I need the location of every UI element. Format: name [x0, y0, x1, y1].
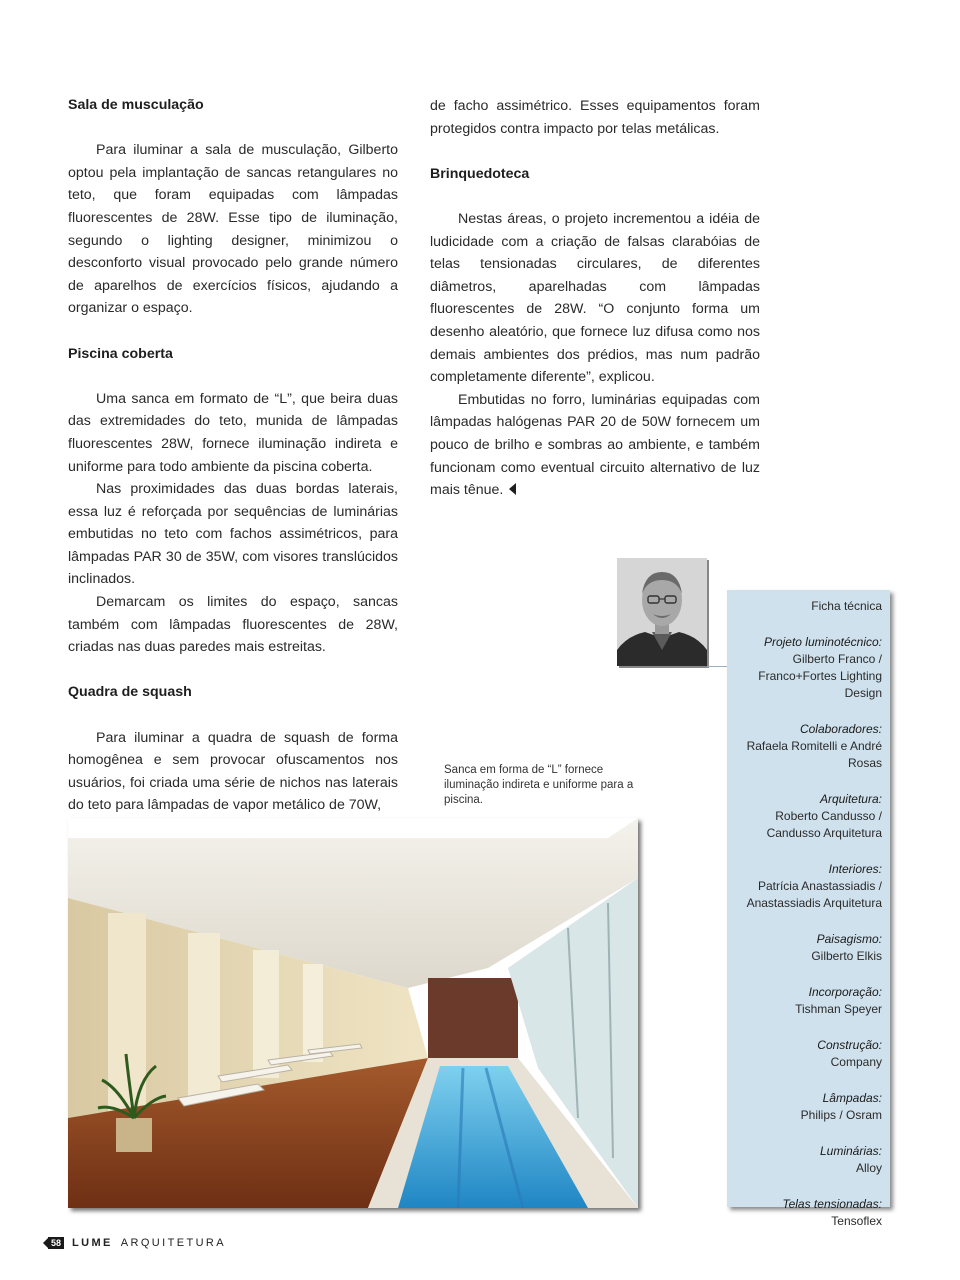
credit-value: Patrícia Anastassiadis / Anastassiadis Arquitetura	[746, 879, 882, 910]
credit-label: Interiores:	[828, 862, 882, 876]
credit-label: Incorporação:	[808, 985, 882, 999]
credit-label: Lâmpadas:	[822, 1091, 882, 1105]
credit-value: Roberto Candusso / Candusso Arquitetura	[766, 809, 882, 840]
credit-label: Luminárias:	[819, 1144, 882, 1158]
credit-entry	[727, 931, 882, 965]
credit-label: Paisagismo:	[816, 932, 882, 946]
paragraph-continuation: de facho assimétrico. Esses equipamentos foram protegidos contra impacto por telas metálicas.	[430, 98, 760, 137]
section-heading-brinquedoteca: Brinquedoteca	[430, 165, 530, 182]
right-column	[430, 95, 760, 502]
credit-label: Arquitetura:	[819, 792, 882, 806]
credit-entry	[727, 984, 882, 1018]
page-number: 58	[48, 1237, 64, 1249]
credit-entry	[727, 1037, 882, 1071]
credit-value: Philips / Osram	[800, 1108, 882, 1122]
section-heading-squash: Quadra de squash	[68, 684, 192, 701]
credit-value: Gilberto Elkis	[811, 949, 882, 963]
pool-photo	[68, 818, 638, 1208]
magazine-brand-sub: ARQUITETURA	[120, 1237, 227, 1249]
credit-label: Colaboradores:	[799, 722, 882, 736]
credit-value: Rafaela Romitelli e André Rosas	[746, 739, 882, 770]
left-column	[68, 94, 398, 817]
credit-label: Construção:	[817, 1038, 882, 1052]
credit-value: Gilberto Franco / Franco+Fortes Lighting Design	[758, 652, 882, 700]
magazine-brand: LUME	[72, 1237, 113, 1249]
paragraph-brinquedoteca-2-text: Embutidas no forro, luminárias equipadas com lâmpadas halógenas PAR 20 de 50W fornecem um pouco de brilho e sombras ao ambiente, e também funcionam como eventual circuito alternativo de luz mais tênue.	[430, 391, 760, 499]
paragraph-brinquedoteca-2	[430, 389, 760, 502]
credit-entry	[727, 861, 882, 912]
paragraph-piscina-2: Nas proximidades das duas bordas laterais, essa luz é reforçada por sequências de luminárias embutidas no teto com fachos assimétricos, para lâmpadas PAR 30 de 35W, com visores translúcidos inclinados.	[68, 481, 398, 588]
credit-entry	[727, 791, 882, 842]
paragraph-squash-1: Para iluminar a quadra de squash de forma homogênea e sem provocar ofuscamentos nos usuários, foi criada uma série de nichos nas laterais do teto para lâmpadas de vapor metálico de 70W,	[68, 729, 398, 814]
credit-entry	[727, 634, 882, 702]
credit-label: Projeto luminotécnico:	[763, 635, 882, 649]
technical-sheet	[727, 590, 890, 1228]
end-of-article-icon	[509, 483, 516, 495]
section-heading-musculacao: Sala de musculação	[68, 97, 204, 113]
designer-portrait	[617, 558, 707, 666]
credit-value: Tensoflex	[831, 1214, 882, 1228]
section-heading-piscina: Piscina coberta	[68, 345, 173, 362]
technical-sheet-title: Ficha técnica	[811, 599, 882, 613]
credit-entry	[727, 1090, 882, 1124]
credit-value: Alloy	[855, 1161, 882, 1175]
credit-value: Tishman Speyer	[795, 1002, 882, 1016]
credit-entry	[727, 1143, 882, 1177]
paragraph-musculacao-1: Para iluminar a sala de musculação, Gilberto optou pela implantação de sancas retangulares no teto, que foram equipadas com lâmpadas fluorescentes de 28W. Esse tipo de iluminação, segundo o lighting designer, minimizou o desconforto visual provocado pelo grande número de aparelhos de exercícios físicos, ajudando a organizar o espaço.	[68, 142, 398, 317]
photo-caption: Sanca em forma de “L” fornece iluminação indireta e uniforme para a piscina.	[444, 764, 634, 806]
paragraph-piscina-1: Uma sanca em formato de “L”, que beira duas das extremidades do teto, munida de lâmpadas fluorescentes 28W, fornece iluminação indireta e uniforme para todo ambiente da piscina coberta.	[68, 390, 398, 475]
paragraph-brinquedoteca-1: Nestas áreas, o projeto incrementou a idéia de ludicidade com a criação de falsas clarabóias de telas tensionadas circulares, de diferentes diâmetros, aparelhadas com lâmpadas fluorescentes de 28W. “O conjunto forma um desenho aleatório, que fornece luz difusa como nos demais ambientes dos prédios, mas num padrão completamente diferente”, explicou.	[430, 210, 760, 386]
page-footer	[48, 1234, 226, 1252]
credit-entry	[727, 721, 882, 772]
credit-label: Telas tensionadas:	[782, 1197, 882, 1211]
paragraph-piscina-3: Demarcam os limites do espaço, sancas também com lâmpadas fluorescentes de 28W, criadas nas duas paredes mais estreitas.	[68, 594, 398, 656]
credit-value: Company	[830, 1055, 882, 1069]
credit-entry	[727, 1196, 882, 1230]
